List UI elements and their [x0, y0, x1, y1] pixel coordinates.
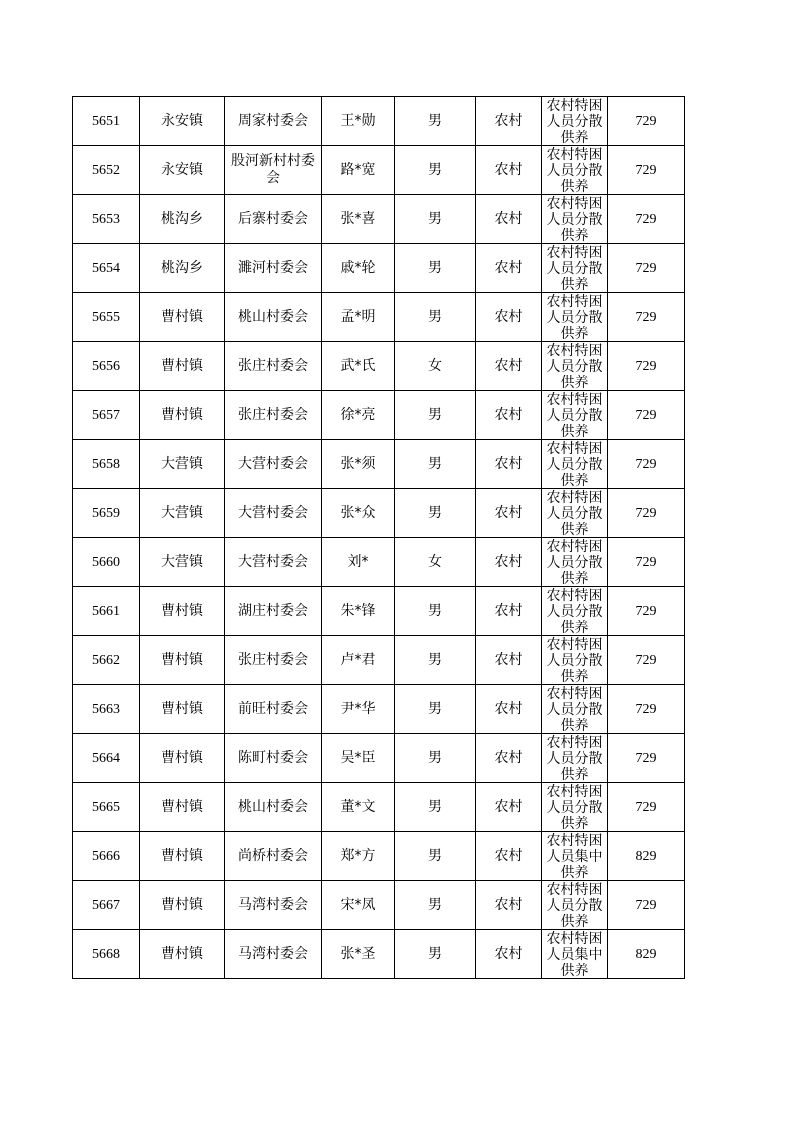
cell-id: 5654 — [73, 244, 140, 293]
support-type-text: 农村特困人员分散供养 — [546, 98, 603, 145]
cell-name: 戚*轮 — [322, 244, 395, 293]
cell-id: 5659 — [73, 489, 140, 538]
support-type-text: 农村特困人员集中供养 — [546, 931, 603, 978]
support-type-text: 农村特困人员分散供养 — [546, 294, 603, 341]
cell-gender: 男 — [395, 244, 476, 293]
cell-village: 濉河村委会 — [225, 244, 322, 293]
table-row — [73, 244, 685, 293]
cell-id: 5661 — [73, 587, 140, 636]
cell-name: 孟*明 — [322, 293, 395, 342]
cell-gender: 男 — [395, 881, 476, 930]
cell-town: 曹村镇 — [140, 881, 225, 930]
cell-village: 桃山村委会 — [225, 783, 322, 832]
cell-amount: 729 — [608, 587, 685, 636]
cell-name: 吴*臣 — [322, 734, 395, 783]
cell-area: 农村 — [476, 293, 542, 342]
cell-gender: 男 — [395, 195, 476, 244]
cell-name: 王*勋 — [322, 97, 395, 146]
cell-amount: 729 — [608, 783, 685, 832]
table-row — [73, 636, 685, 685]
cell-name: 尹*华 — [322, 685, 395, 734]
cell-id: 5658 — [73, 440, 140, 489]
cell-name: 武*氏 — [322, 342, 395, 391]
cell-gender: 男 — [395, 440, 476, 489]
cell-village: 前旺村委会 — [225, 685, 322, 734]
cell-support-type — [542, 195, 608, 244]
cell-amount: 729 — [608, 538, 685, 587]
cell-town: 曹村镇 — [140, 832, 225, 881]
cell-amount: 829 — [608, 930, 685, 979]
cell-gender: 男 — [395, 489, 476, 538]
cell-amount: 729 — [608, 440, 685, 489]
table-row — [73, 342, 685, 391]
cell-area: 农村 — [476, 636, 542, 685]
cell-support-type — [542, 881, 608, 930]
cell-support-type — [542, 832, 608, 881]
cell-id: 5655 — [73, 293, 140, 342]
cell-name: 刘* — [322, 538, 395, 587]
cell-village: 张庄村委会 — [225, 342, 322, 391]
cell-amount: 729 — [608, 195, 685, 244]
cell-id: 5656 — [73, 342, 140, 391]
cell-town: 曹村镇 — [140, 734, 225, 783]
cell-village: 张庄村委会 — [225, 391, 322, 440]
cell-village: 马湾村委会 — [225, 930, 322, 979]
cell-village: 张庄村委会 — [225, 636, 322, 685]
cell-area: 农村 — [476, 783, 542, 832]
cell-area: 农村 — [476, 391, 542, 440]
cell-town: 曹村镇 — [140, 342, 225, 391]
table-row — [73, 195, 685, 244]
cell-id: 5662 — [73, 636, 140, 685]
cell-town: 曹村镇 — [140, 636, 225, 685]
cell-town: 曹村镇 — [140, 930, 225, 979]
support-type-text: 农村特困人员分散供养 — [546, 441, 603, 488]
cell-gender: 男 — [395, 97, 476, 146]
cell-area: 农村 — [476, 146, 542, 195]
cell-amount: 729 — [608, 881, 685, 930]
cell-gender: 男 — [395, 734, 476, 783]
table-row — [73, 97, 685, 146]
cell-amount: 729 — [608, 244, 685, 293]
cell-id: 5663 — [73, 685, 140, 734]
support-type-text: 农村特困人员分散供养 — [546, 343, 603, 390]
cell-support-type — [542, 930, 608, 979]
cell-name: 郑*方 — [322, 832, 395, 881]
cell-area: 农村 — [476, 97, 542, 146]
support-type-text: 农村特困人员分散供养 — [546, 686, 603, 733]
cell-area: 农村 — [476, 930, 542, 979]
cell-support-type — [542, 489, 608, 538]
support-type-text: 农村特困人员分散供养 — [546, 147, 603, 194]
cell-amount: 729 — [608, 636, 685, 685]
cell-village: 股河新村村委会 — [225, 146, 322, 195]
cell-amount: 729 — [608, 97, 685, 146]
cell-name: 卢*君 — [322, 636, 395, 685]
cell-gender: 女 — [395, 342, 476, 391]
cell-id: 5666 — [73, 832, 140, 881]
cell-amount: 729 — [608, 685, 685, 734]
cell-support-type — [542, 244, 608, 293]
cell-amount: 729 — [608, 342, 685, 391]
table-row — [73, 783, 685, 832]
table-row — [73, 832, 685, 881]
cell-area: 农村 — [476, 195, 542, 244]
cell-area: 农村 — [476, 832, 542, 881]
cell-gender: 男 — [395, 587, 476, 636]
cell-area: 农村 — [476, 538, 542, 587]
cell-village: 后寨村委会 — [225, 195, 322, 244]
cell-amount: 729 — [608, 391, 685, 440]
table-row — [73, 440, 685, 489]
support-type-text: 农村特困人员分散供养 — [546, 637, 603, 684]
cell-town: 大营镇 — [140, 489, 225, 538]
table-row — [73, 881, 685, 930]
cell-amount: 729 — [608, 734, 685, 783]
cell-name: 董*文 — [322, 783, 395, 832]
cell-id: 5667 — [73, 881, 140, 930]
cell-support-type — [542, 636, 608, 685]
cell-name: 张*须 — [322, 440, 395, 489]
cell-support-type — [542, 440, 608, 489]
cell-id: 5668 — [73, 930, 140, 979]
cell-area: 农村 — [476, 489, 542, 538]
support-type-text: 农村特困人员分散供养 — [546, 196, 603, 243]
cell-gender: 女 — [395, 538, 476, 587]
support-type-text: 农村特困人员分散供养 — [546, 490, 603, 537]
support-type-text: 农村特困人员集中供养 — [546, 833, 603, 880]
cell-town: 曹村镇 — [140, 685, 225, 734]
cell-town: 曹村镇 — [140, 783, 225, 832]
cell-town: 大营镇 — [140, 440, 225, 489]
cell-town: 永安镇 — [140, 146, 225, 195]
cell-id: 5660 — [73, 538, 140, 587]
cell-gender: 男 — [395, 685, 476, 734]
cell-amount: 729 — [608, 293, 685, 342]
cell-area: 农村 — [476, 587, 542, 636]
cell-support-type — [542, 146, 608, 195]
table-row — [73, 391, 685, 440]
cell-town: 桃沟乡 — [140, 195, 225, 244]
support-type-text: 农村特困人员分散供养 — [546, 735, 603, 782]
cell-village: 大营村委会 — [225, 489, 322, 538]
cell-town: 曹村镇 — [140, 587, 225, 636]
cell-id: 5653 — [73, 195, 140, 244]
cell-village: 大营村委会 — [225, 538, 322, 587]
cell-gender: 男 — [395, 293, 476, 342]
table-row — [73, 930, 685, 979]
cell-area: 农村 — [476, 440, 542, 489]
cell-name: 张*圣 — [322, 930, 395, 979]
cell-town: 曹村镇 — [140, 293, 225, 342]
cell-support-type — [542, 97, 608, 146]
cell-village: 马湾村委会 — [225, 881, 322, 930]
cell-town: 永安镇 — [140, 97, 225, 146]
cell-support-type — [542, 587, 608, 636]
support-type-text: 农村特困人员分散供养 — [546, 392, 603, 439]
cell-support-type — [542, 783, 608, 832]
cell-id: 5657 — [73, 391, 140, 440]
cell-gender: 男 — [395, 636, 476, 685]
cell-support-type — [542, 293, 608, 342]
cell-support-type — [542, 734, 608, 783]
cell-support-type — [542, 685, 608, 734]
cell-village: 大营村委会 — [225, 440, 322, 489]
support-type-text: 农村特困人员分散供养 — [546, 588, 603, 635]
support-type-text: 农村特困人员分散供养 — [546, 882, 603, 929]
beneficiary-table — [72, 96, 685, 979]
support-type-text: 农村特困人员分散供养 — [546, 539, 603, 586]
support-type-text: 农村特困人员分散供养 — [546, 784, 603, 831]
table-row — [73, 587, 685, 636]
cell-town: 大营镇 — [140, 538, 225, 587]
cell-area: 农村 — [476, 881, 542, 930]
cell-town: 曹村镇 — [140, 391, 225, 440]
table-row — [73, 538, 685, 587]
cell-amount: 729 — [608, 146, 685, 195]
cell-area: 农村 — [476, 342, 542, 391]
cell-support-type — [542, 391, 608, 440]
cell-name: 张*喜 — [322, 195, 395, 244]
cell-gender: 男 — [395, 832, 476, 881]
cell-id: 5652 — [73, 146, 140, 195]
cell-village: 陈町村委会 — [225, 734, 322, 783]
table-body — [73, 97, 685, 979]
table-row — [73, 734, 685, 783]
cell-area: 农村 — [476, 734, 542, 783]
table-row — [73, 293, 685, 342]
cell-gender: 男 — [395, 146, 476, 195]
table-row — [73, 146, 685, 195]
cell-name: 朱*锋 — [322, 587, 395, 636]
cell-name: 宋*凤 — [322, 881, 395, 930]
support-type-text: 农村特困人员分散供养 — [546, 245, 603, 292]
cell-village: 桃山村委会 — [225, 293, 322, 342]
cell-id: 5665 — [73, 783, 140, 832]
cell-gender: 男 — [395, 391, 476, 440]
table-row — [73, 685, 685, 734]
cell-gender: 男 — [395, 930, 476, 979]
cell-village: 湖庄村委会 — [225, 587, 322, 636]
cell-town: 桃沟乡 — [140, 244, 225, 293]
cell-area: 农村 — [476, 244, 542, 293]
cell-village: 尚桥村委会 — [225, 832, 322, 881]
cell-id: 5651 — [73, 97, 140, 146]
cell-support-type — [542, 538, 608, 587]
cell-area: 农村 — [476, 685, 542, 734]
cell-support-type — [542, 342, 608, 391]
cell-amount: 829 — [608, 832, 685, 881]
cell-amount: 729 — [608, 489, 685, 538]
cell-name: 徐*亮 — [322, 391, 395, 440]
cell-name: 路*宽 — [322, 146, 395, 195]
table-row — [73, 489, 685, 538]
cell-id: 5664 — [73, 734, 140, 783]
cell-name: 张*众 — [322, 489, 395, 538]
cell-gender: 男 — [395, 783, 476, 832]
cell-village: 周家村委会 — [225, 97, 322, 146]
